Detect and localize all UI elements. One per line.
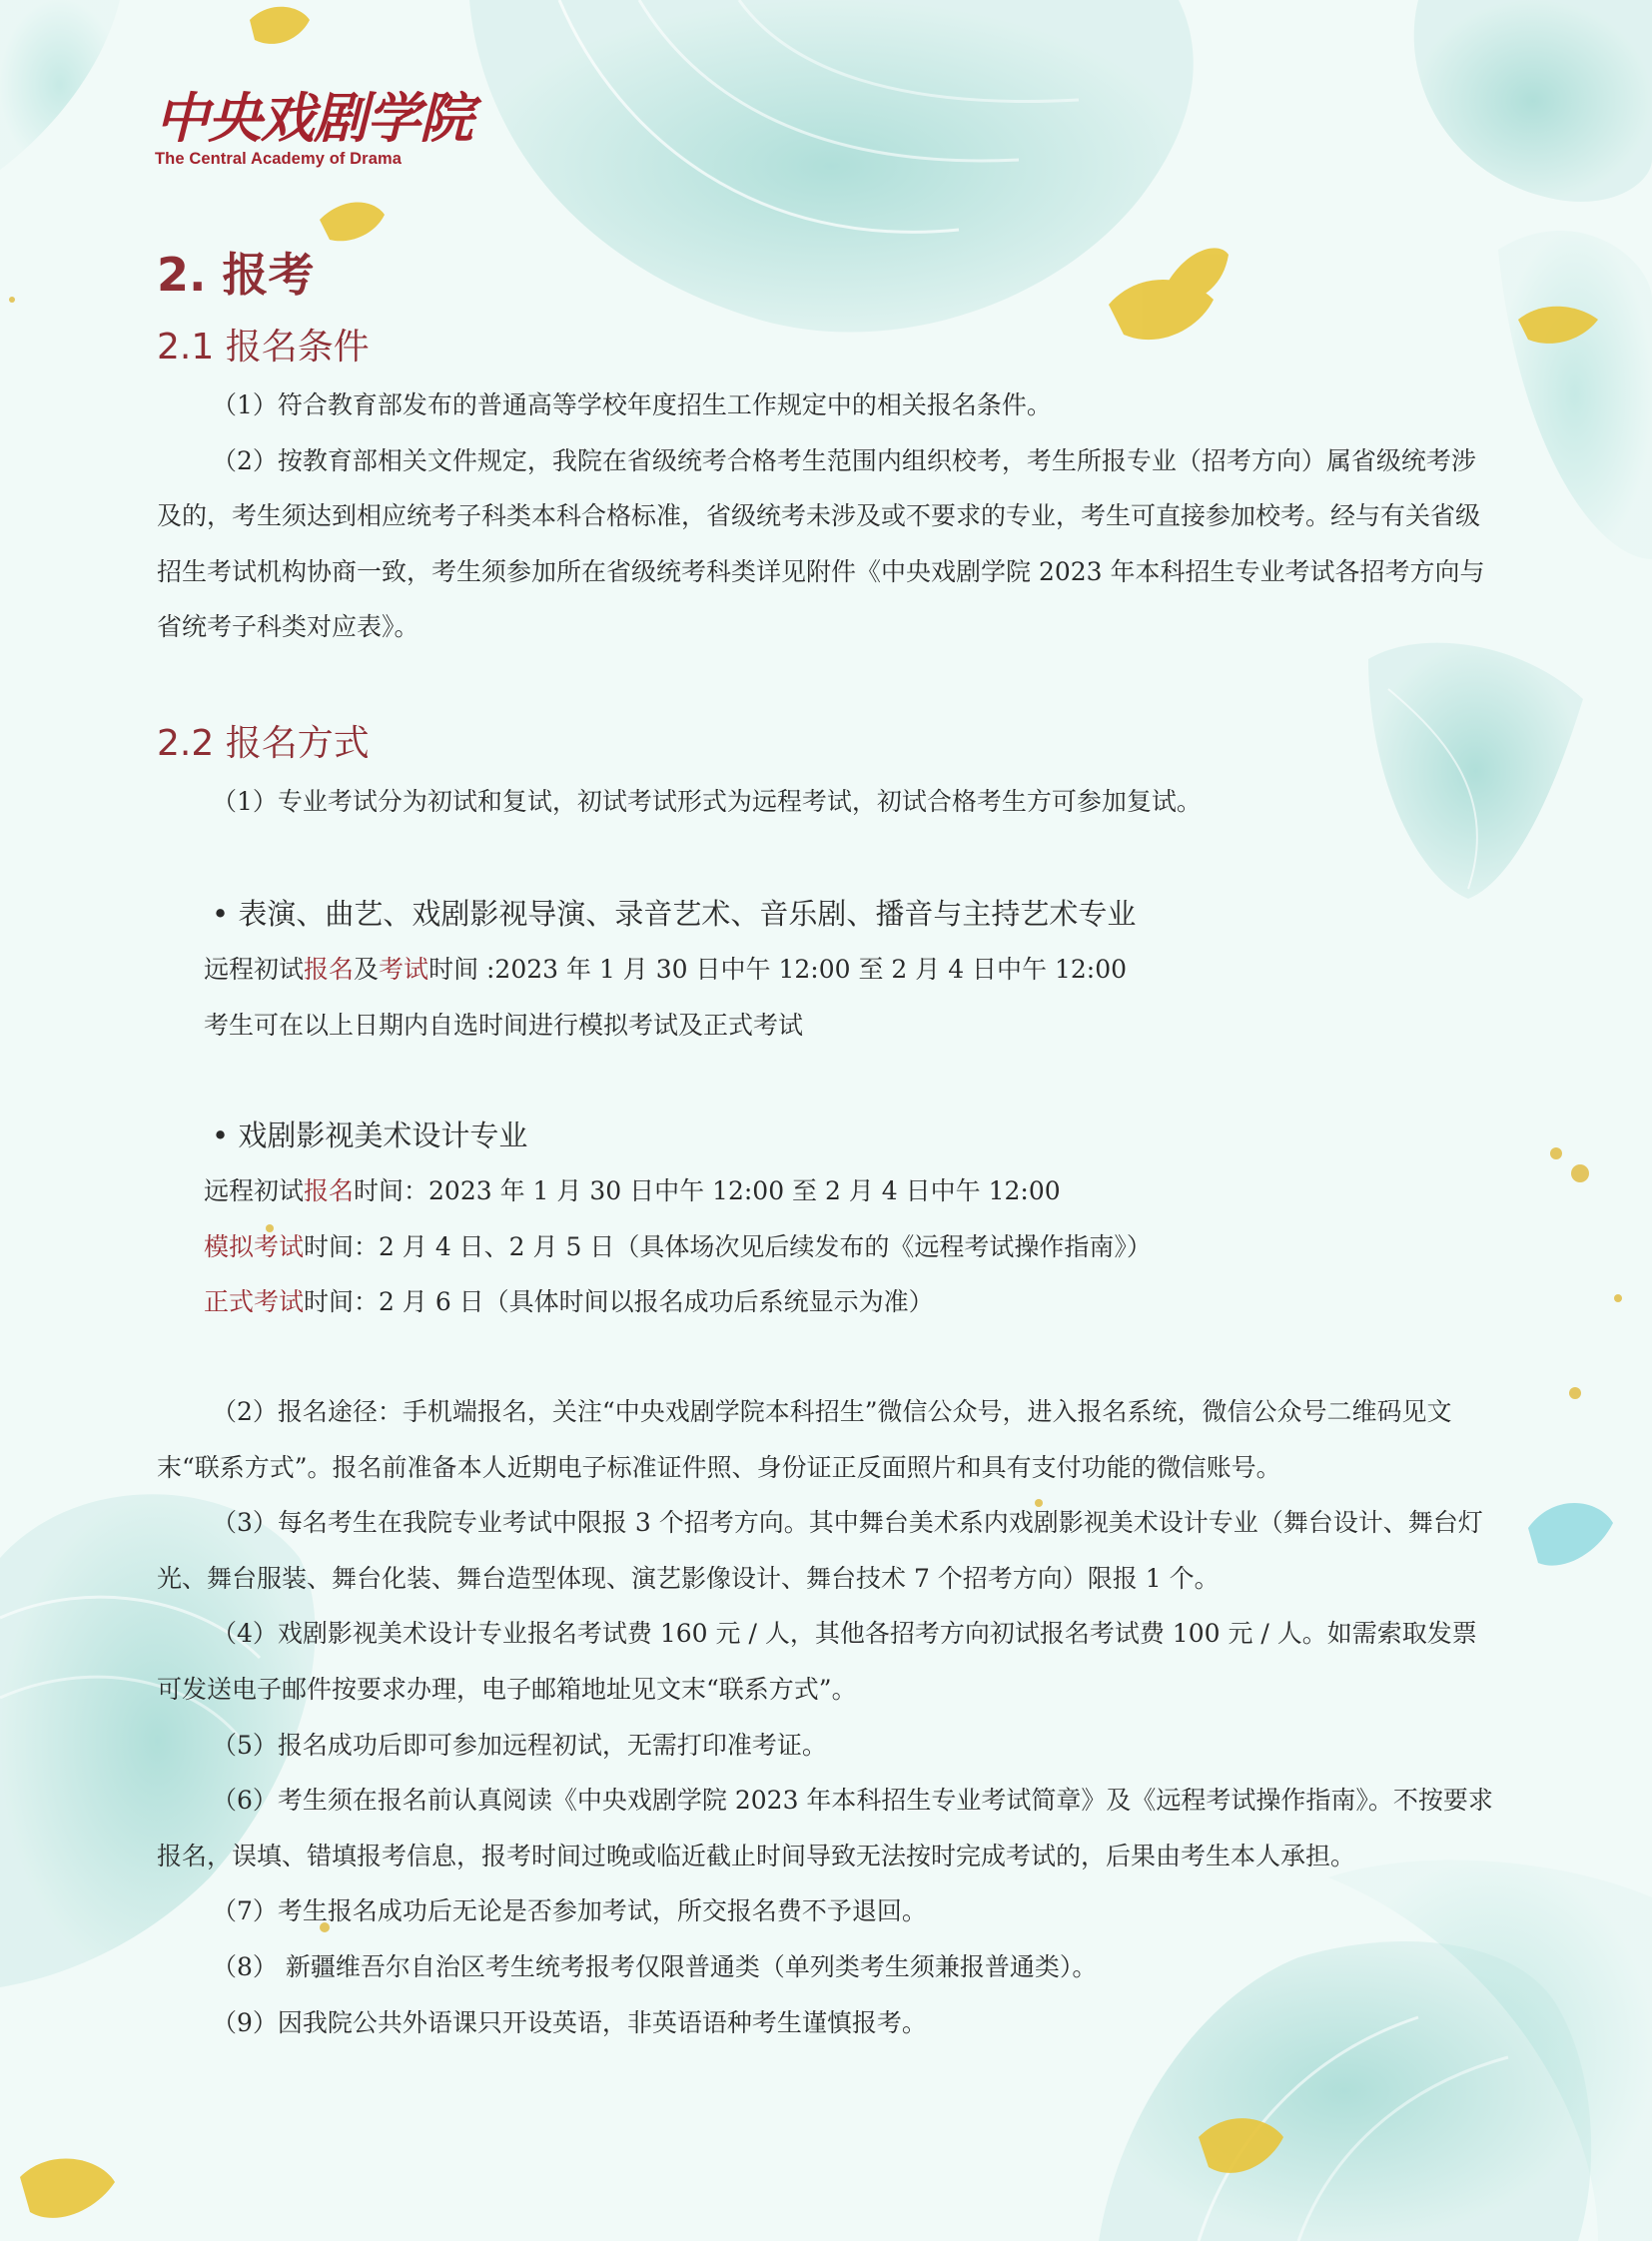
text-span: 时间 :2023 年 1 月 30 日中午 12:00 至 2 月 4 日中午 12:00 (428, 955, 1128, 984)
subsection-title-registration-conditions: 2.1 报名条件 (157, 327, 370, 368)
text-span: 远程初试 (204, 955, 305, 984)
schedule-line (204, 942, 1492, 998)
list-item: （6）考生须在报名前认真阅读《中央戏剧学院 2023 年本科招生专业考试简章》及《远程考试操作指南》。不按要求报名，误填、错填报考信息，报考时间过晚或临近截止时间导致无法按时完成考试的，后果由考生本人承担。 (157, 1786, 1493, 1870)
list-item: （2）报名途径：手机端报名，关注“中央戏剧学院本科招生”微信公众号，进入报名系统，微信公众号二维码见文末“联系方式”。报名前准备本人近期电子标准证件照、身份证正反面照片和具有支付功能的微信账号。 (157, 1397, 1452, 1482)
schedule-note: 考生可在以上日期内自选时间进行模拟考试及正式考试 (204, 1010, 804, 1040)
list-item: （9）因我院公共外语课只开设英语，非英语语种考生谨慎报考。 (212, 2007, 927, 2037)
list-item: （4）戏剧影视美术设计专业报名考试费 160 元 / 人，其他各招考方向初试报名考试费 100 元 / 人。如需索取发票可发送电子邮件按要求办理，电子邮箱地址见文末“联系方式”。 (157, 1619, 1477, 1704)
registration-method-intro (157, 774, 1495, 830)
highlight-formal-exam: 正式考试 (204, 1287, 305, 1317)
academy-logo (155, 88, 472, 169)
registration-conditions-body (157, 377, 1495, 655)
schedule-line (204, 1274, 1492, 1330)
logo-chinese-name: 中央戏剧学院 (155, 86, 472, 150)
schedule-line (204, 1163, 1492, 1219)
bullet-group-performance-majors: • 表演、曲艺、戏剧影视导演、录音艺术、音乐剧、播音与主持艺术专业 (212, 897, 1137, 931)
text-span: 及 (354, 955, 380, 984)
schedule-line (204, 1219, 1492, 1275)
list-item: （3）每名考生在我院专业考试中限报 3 个招考方向。其中舞台美术系内戏剧影视美术设计专业（舞台设计、舞台灯光、舞台服装、舞台化装、舞台造型体现、演艺影像设计、舞台技术 7 个招考方向）限报 1 个。 (157, 1508, 1483, 1593)
text-span: 远程初试 (204, 1176, 305, 1205)
group-a-schedule (204, 942, 1492, 1053)
text-span: 时间：2023 年 1 月 30 日中午 12:00 至 2 月 4 日中午 12:00 (354, 1176, 1061, 1205)
paragraph: （1）专业考试分为初试和复试，初试考试形式为远程考试，初试合格考生方可参加复试。 (212, 787, 1202, 816)
section-heading: 2. 报考 (157, 248, 315, 302)
paragraph: （1）符合教育部发布的普通高等学校年度招生工作规定中的相关报名条件。 (212, 390, 1052, 419)
subsection-title-registration-method: 2.2 报名方式 (157, 723, 370, 764)
highlight-exam: 考试 (379, 955, 429, 984)
list-item: （7）考生报名成功后无论是否参加考试，所交报名费不予退回。 (212, 1896, 927, 1926)
list-item: （8） 新疆维吾尔自治区考生统考报考仅限普通类（单列类考生须兼报普通类）。 (212, 1951, 1098, 1981)
group-b-schedule (204, 1163, 1492, 1330)
highlight-registration: 报名 (304, 1176, 355, 1205)
logo-english-name: The Central Academy of Drama (155, 150, 403, 168)
text-span: 时间：2 月 4 日、2 月 5 日（具体场次见后续发布的《远程考试操作指南》） (304, 1231, 1152, 1261)
highlight-mock-exam: 模拟考试 (204, 1231, 305, 1261)
bullet-group-art-design-major: • 戏剧影视美术设计专业 (212, 1119, 528, 1152)
text-span: 时间：2 月 6 日（具体时间以报名成功后系统显示为准） (304, 1287, 934, 1317)
paragraph: （2）按教育部相关文件规定，我院在省级统考合格考生范围内组织校考，考生所报专业（招考方向）属省级统考涉及的，考生须达到相应统考子科类本科合格标准，省级统考未涉及或不要求的专业，考生可直接参加校考。经与有关省级招生考试机构协商一致，考生须参加所在省级统考科类详见附件《中央戏剧学院 2023 年本科招生专业考试各招考方向与省统考子科类对应表》。 (157, 445, 1485, 642)
list-item: （5）报名成功后即可参加远程初试，无需打印准考证。 (212, 1730, 827, 1760)
registration-items-list (157, 1384, 1495, 2050)
highlight-registration: 报名 (304, 955, 355, 984)
